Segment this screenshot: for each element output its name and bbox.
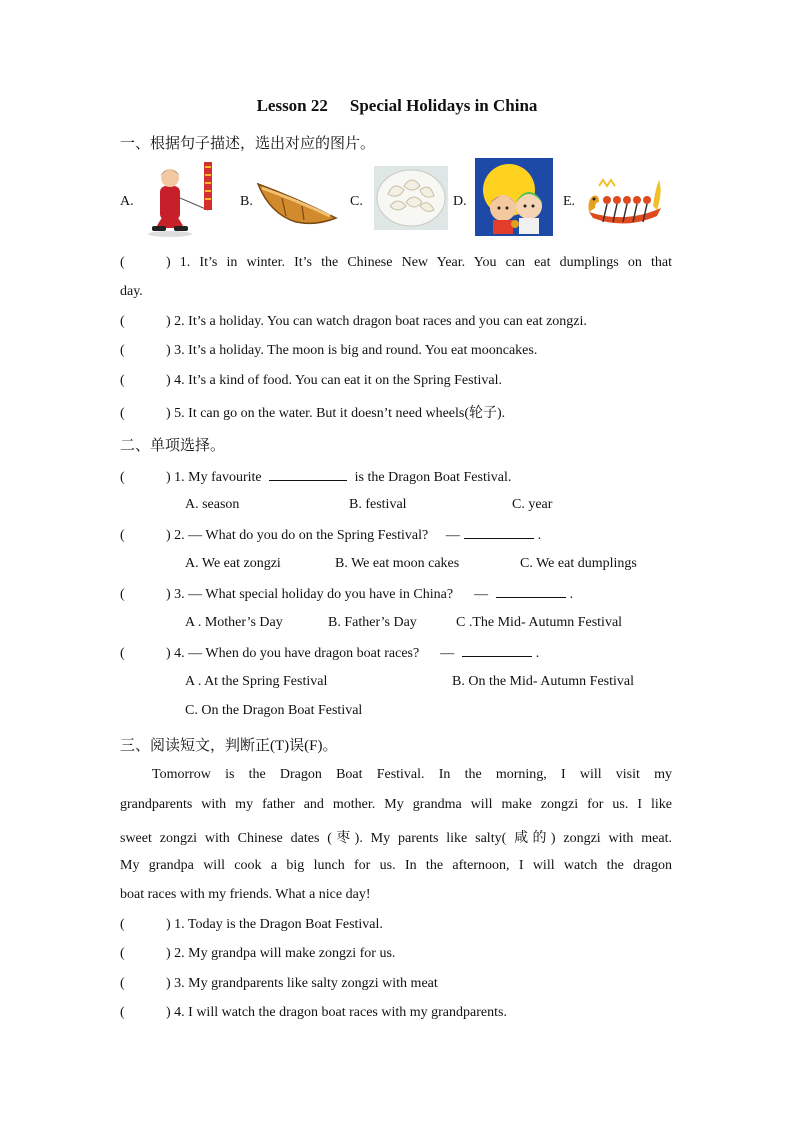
option-a[interactable]: A. We eat zongzi	[185, 556, 281, 571]
picture-label-d: D.	[453, 194, 467, 209]
part2-question-3: ( ) 3. — What special holiday do you have in China? — .	[120, 587, 574, 602]
answer-blank[interactable]: (	[120, 255, 125, 270]
part1-heading: 一、根据句子描述，选出对应的图片。	[120, 136, 376, 152]
page-title	[0, 96, 794, 116]
answer-blank[interactable]: (	[120, 470, 125, 485]
passage-line-3: sweet zongzi with Chinese dates (枣). My parents like salty( 咸的) zongzi with meat.	[120, 831, 672, 846]
fill-blank[interactable]	[464, 526, 534, 539]
option-b[interactable]: B. Father’s Day	[328, 615, 417, 630]
option-b[interactable]: B. festival	[349, 497, 407, 512]
lesson-name: Special Holidays in China	[349, 96, 538, 115]
option-a[interactable]: A . Mother’s Day	[185, 615, 283, 630]
fill-blank[interactable]	[496, 585, 566, 598]
part3-question-3: ( ) 3. My grandparents like salty zongzi with meat	[120, 976, 438, 991]
part1-question-1-cont: day.	[120, 284, 143, 299]
picture-label-e: E.	[563, 194, 576, 209]
passage-line-2: grandparents with my father and mother. My grandma will make zongzi for us. I like	[120, 797, 672, 812]
option-c[interactable]: C. We eat dumplings	[520, 556, 637, 571]
part3-question-1: ( ) 1. Today is the Dragon Boat Festival.	[120, 917, 383, 932]
dragon-boat-icon	[585, 172, 665, 230]
dumplings-icon	[374, 166, 448, 230]
answer-blank[interactable]: (	[120, 373, 125, 388]
answer-blank[interactable]: (	[120, 528, 125, 543]
part2-question-1: ( ) 1. My favourite is the Dragon Boat Festival.	[120, 470, 512, 485]
option-c[interactable]: C. On the Dragon Boat Festival	[185, 703, 363, 718]
girl-with-firecrackers-icon	[146, 158, 222, 238]
passage-line-1: Tomorrow is the Dragon Boat Festival. In the morning, I will visit my	[152, 767, 672, 782]
part3-heading: 三、阅读短文，判断正(T)误(F)。	[120, 738, 338, 754]
part1-question-1: ( ) 1. It’s in winter. It’s the Chinese New Year. You can eat dumplings on that	[120, 255, 672, 270]
picture-label-a: A.	[120, 194, 134, 209]
answer-blank[interactable]: (	[120, 587, 125, 602]
answer-blank[interactable]: (	[120, 1005, 125, 1020]
part2-heading: 二、单项选择。	[120, 438, 226, 454]
part1-question-2: ( ) 2. It’s a holiday. You can watch dragon boat races and you can eat zongzi.	[120, 314, 587, 329]
picture-label-b: B.	[240, 194, 253, 209]
answer-blank[interactable]: (	[120, 976, 125, 991]
answer-blank[interactable]: (	[120, 646, 125, 661]
moon-festival-children-icon	[475, 158, 553, 236]
option-b[interactable]: B. On the Mid- Autumn Festival	[452, 674, 634, 689]
part2-question-2: ( ) 2. — What do you do on the Spring Festival? — .	[120, 528, 542, 543]
option-c[interactable]: C. year	[512, 497, 553, 512]
option-b[interactable]: B. We eat moon cakes	[335, 556, 460, 571]
passage-line-5: boat races with my friends. What a nice day!	[120, 887, 371, 902]
option-c[interactable]: C .The Mid- Autumn Festival	[456, 615, 623, 630]
part1-question-3: ( ) 3. It’s a holiday. The moon is big and round. You eat mooncakes.	[120, 343, 538, 358]
part1-question-4: ( ) 4. It’s a kind of food. You can eat it on the Spring Festival.	[120, 373, 502, 388]
wooden-boat-icon	[256, 176, 338, 228]
answer-blank[interactable]: (	[120, 946, 125, 961]
answer-blank[interactable]: (	[120, 917, 125, 932]
picture-row	[120, 158, 680, 240]
option-a[interactable]: A . At the Spring Festival	[185, 674, 328, 689]
fill-blank[interactable]	[462, 644, 532, 657]
answer-blank[interactable]: (	[120, 343, 125, 358]
option-a[interactable]: A. season	[185, 497, 240, 512]
part1-question-5: ( ) 5. It can go on the water. But it doesn’t need wheels(轮子).	[120, 406, 506, 421]
part3-question-4: ( ) 4. I will watch the dragon boat races with my grandparents.	[120, 1005, 507, 1020]
passage-line-4: My grandpa will cook a big lunch for us. In the afternoon, I will watch the dragon	[120, 858, 672, 873]
lesson-number: Lesson 22	[256, 96, 328, 115]
picture-label-c: C.	[350, 194, 363, 209]
part3-question-2: ( ) 2. My grandpa will make zongzi for us.	[120, 946, 396, 961]
answer-blank[interactable]: (	[120, 406, 125, 421]
part2-question-4: ( ) 4. — When do you have dragon boat races? — .	[120, 646, 540, 661]
answer-blank[interactable]: (	[120, 314, 125, 329]
fill-blank[interactable]	[269, 468, 347, 481]
